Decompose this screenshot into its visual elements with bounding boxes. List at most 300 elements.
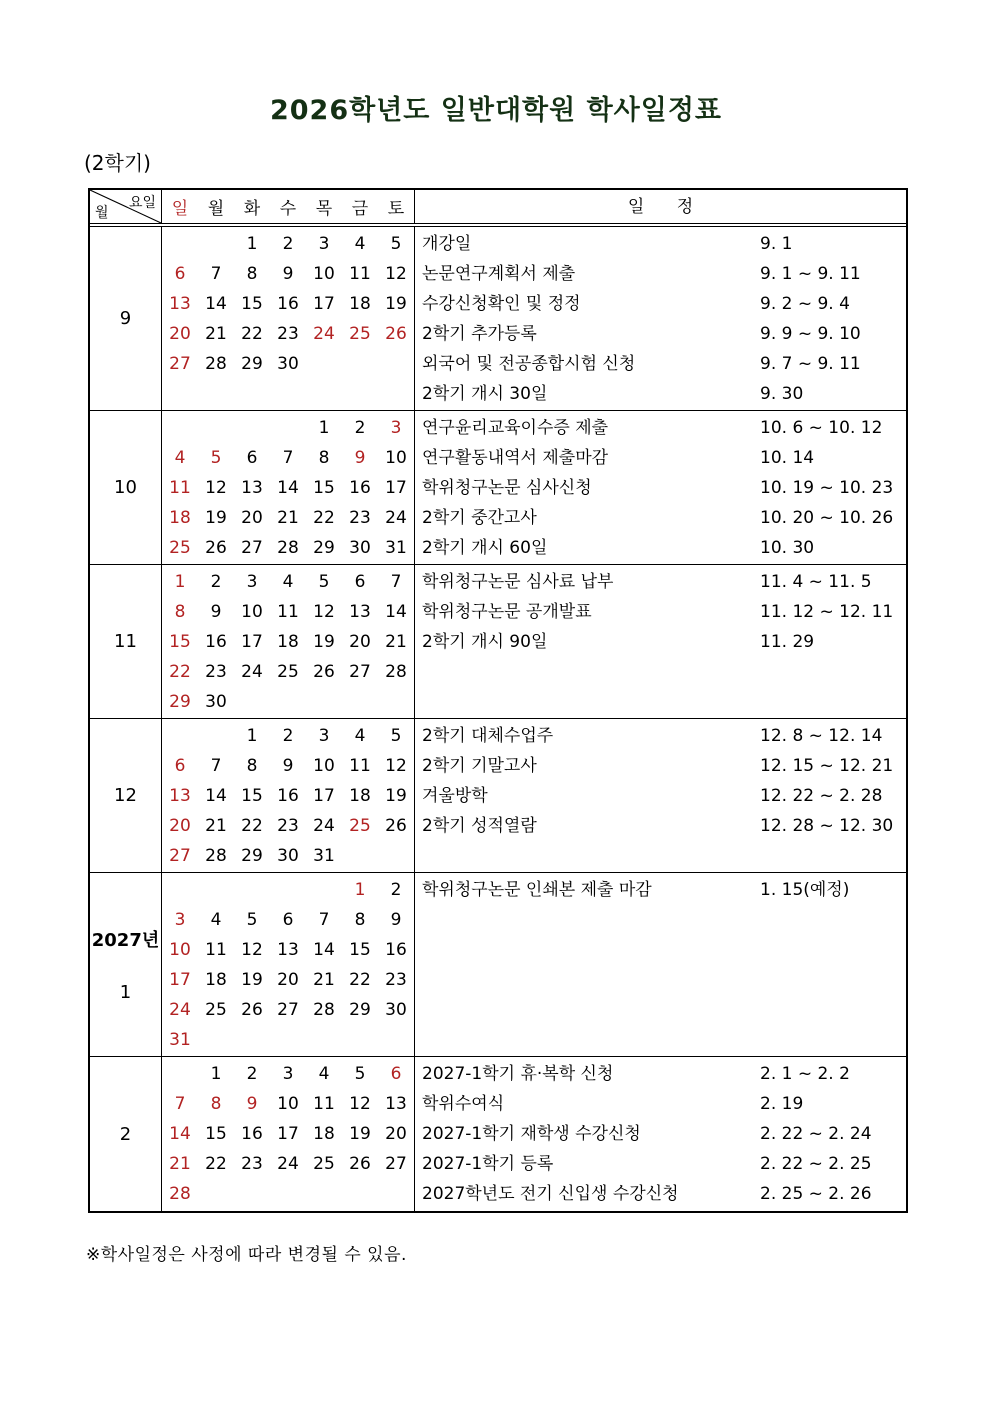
calendar-day: 21 [205,816,227,836]
calendar-day: 26 [349,1154,371,1174]
month-schedule-list [415,1057,906,1211]
calendar-day: 18 [349,786,371,806]
calendar-day: 25 [349,324,371,344]
calendar-day [342,1179,378,1209]
calendar-day: 31 [169,1030,191,1050]
calendar-week-row [162,319,414,349]
calendar-week-row [162,413,414,443]
calendar-day: 15 [313,478,335,498]
table-header-row [90,190,906,227]
calendar-day: 29 [169,692,191,712]
calendar-day: 7 [210,264,222,284]
calendar-day: 20 [169,324,191,344]
calendar-day: 7 [174,1094,186,1114]
calendar-day: 23 [241,1154,263,1174]
month-label: 11 [114,631,137,652]
calendar-day: 9 [210,602,222,622]
calendar-week-row [162,965,414,995]
calendar-day: 29 [313,538,335,558]
event-name: 학위수여식 [422,1094,505,1114]
calendar-day: 2 [390,880,402,900]
calendar-week-row [162,1059,414,1089]
schedule-event-row [415,229,906,259]
calendar-week-row [162,567,414,597]
calendar-day: 6 [390,1064,402,1084]
calendar-day [198,229,234,259]
month-schedule-list [415,411,906,564]
month-label-cell [90,565,162,718]
calendar-day: 12 [241,940,263,960]
calendar-day: 30 [385,1000,407,1020]
calendar-day: 9 [282,264,294,284]
calendar-day: 27 [349,662,371,682]
calendar-day: 30 [277,354,299,374]
calendar-day: 5 [354,1064,366,1084]
calendar-day [306,349,342,379]
calendar-day: 5 [210,448,222,468]
month-label: 9 [119,308,132,329]
calendar-week-row [162,259,414,289]
calendar-day: 16 [349,478,371,498]
event-date: 2. 25 ~ 2. 26 [760,1184,872,1204]
calendar-week-row [162,229,414,259]
month-schedule-list [415,227,906,410]
event-date: 9. 7 ~ 9. 11 [760,354,861,374]
calendar-day: 14 [313,940,335,960]
calendar-day: 26 [385,816,407,836]
calendar-day: 22 [313,508,335,528]
weekday-sun: 일 [171,199,189,219]
event-name: 연구활동내역서 제출마감 [422,448,609,468]
calendar-day: 20 [169,816,191,836]
calendar-day: 22 [241,816,263,836]
calendar-day [378,349,414,379]
month-label-cell [90,719,162,872]
calendar-day: 3 [174,910,186,930]
calendar-day: 25 [277,662,299,682]
calendar-week-row [162,533,414,563]
calendar-day: 18 [169,508,191,528]
calendar-week-row [162,597,414,627]
calendar-day: 13 [385,1094,407,1114]
event-date: 11. 12 ~ 12. 11 [760,602,894,622]
calendar-day [198,1025,234,1055]
calendar-day [306,875,342,905]
calendar-day: 24 [277,1154,299,1174]
schedule-event-row [415,567,906,597]
calendar-day: 1 [318,418,330,438]
calendar-day [162,1059,198,1089]
calendar-day: 13 [349,602,371,622]
month-section-row [90,719,906,873]
calendar-day: 19 [385,294,407,314]
schedule-event-row [415,1059,906,1089]
calendar-day [270,413,306,443]
calendar-day: 21 [169,1154,191,1174]
calendar-day: 4 [354,234,366,254]
calendar-week-row [162,1089,414,1119]
calendar-week-row [162,687,414,717]
calendar-day: 21 [277,508,299,528]
event-name: 학위청구논문 인쇄본 제출 마감 [422,880,652,900]
event-date: 10. 19 ~ 10. 23 [760,478,894,498]
calendar-day: 10 [169,940,191,960]
calendar-day: 29 [241,354,263,374]
month-label: 1 [119,982,132,1003]
calendar-day: 16 [277,786,299,806]
calendar-day: 16 [205,632,227,652]
calendar-week-row [162,443,414,473]
schedule-event-row [415,319,906,349]
calendar-day: 3 [318,726,330,746]
calendar-day: 6 [354,572,366,592]
calendar-day: 23 [349,508,371,528]
schedule-event-row [415,1119,906,1149]
schedule-event-row [415,1179,906,1209]
calendar-day: 27 [241,538,263,558]
weekday-fri: 금 [351,199,369,219]
calendar-day: 18 [277,632,299,652]
calendar-day: 3 [282,1064,294,1084]
calendar-day: 19 [205,508,227,528]
calendar-day [198,1179,234,1209]
calendar-day: 4 [318,1064,330,1084]
calendar-day: 17 [313,786,335,806]
calendar-day: 8 [354,910,366,930]
calendar-day: 2 [210,572,222,592]
semester-label: (2학기) [84,151,151,175]
calendar-day [234,875,270,905]
event-date: 9. 9 ~ 9. 10 [760,324,861,344]
calendar-day: 4 [174,448,186,468]
month-calendar-grid [162,719,415,872]
calendar-day: 23 [205,662,227,682]
calendar-day: 7 [390,572,402,592]
calendar-day: 18 [313,1124,335,1144]
calendar-day: 30 [277,846,299,866]
calendar-day: 5 [246,910,258,930]
schedule-event-row [415,289,906,319]
calendar-day [342,687,378,717]
calendar-day: 14 [169,1124,191,1144]
academic-calendar-table [88,188,908,1213]
calendar-day: 15 [169,632,191,652]
calendar-day [342,349,378,379]
event-date: 2. 1 ~ 2. 2 [760,1064,850,1084]
event-date: 2. 22 ~ 2. 24 [760,1124,872,1144]
calendar-day: 28 [205,846,227,866]
calendar-day: 15 [349,940,371,960]
calendar-day [378,841,414,871]
calendar-week-row [162,349,414,379]
calendar-day [234,1025,270,1055]
event-name: 학위청구논문 심사료 납부 [422,572,614,592]
schedule-event-row [415,503,906,533]
event-date: 9. 2 ~ 9. 4 [760,294,850,314]
calendar-day: 19 [349,1124,371,1144]
calendar-day: 2 [282,234,294,254]
calendar-day: 12 [385,264,407,284]
calendar-day: 7 [282,448,294,468]
schedule-event-row [415,349,906,379]
month-calendar-grid [162,1057,415,1211]
event-date: 2. 22 ~ 2. 25 [760,1154,872,1174]
calendar-day [162,875,198,905]
calendar-day: 28 [169,1184,191,1204]
event-name: 외국어 및 전공종합시험 신청 [422,354,636,374]
event-name: 2027-1학기 휴·복학 신청 [422,1064,614,1084]
weekday-header [162,190,415,223]
event-name: 2학기 추가등록 [422,324,537,344]
calendar-day: 14 [205,294,227,314]
calendar-day: 20 [241,508,263,528]
event-date: 10. 14 [760,448,815,468]
calendar-day: 21 [313,970,335,990]
event-date: 2. 19 [760,1094,804,1114]
weekday-wed: 수 [279,199,297,219]
calendar-day: 23 [277,324,299,344]
calendar-day: 3 [246,572,258,592]
month-section-row [90,1057,906,1211]
calendar-day [270,1179,306,1209]
calendar-day: 10 [385,448,407,468]
calendar-day: 10 [277,1094,299,1114]
calendar-day: 24 [169,1000,191,1020]
month-calendar-grid [162,565,415,718]
calendar-day: 4 [354,726,366,746]
calendar-day: 5 [390,726,402,746]
month-label: 12 [114,785,137,806]
calendar-day [270,687,306,717]
calendar-day: 1 [174,572,186,592]
calendar-day: 19 [241,970,263,990]
calendar-day: 13 [169,786,191,806]
calendar-day: 16 [385,940,407,960]
month-section-row [90,411,906,565]
calendar-day: 1 [354,880,366,900]
calendar-day [162,229,198,259]
month-label-cell [90,873,162,1056]
calendar-day [306,687,342,717]
calendar-day: 9 [246,1094,258,1114]
calendar-day: 2 [282,726,294,746]
schedule-event-row [415,627,906,657]
schedule-event-row [415,811,906,841]
calendar-week-row [162,935,414,965]
event-name: 논문연구계획서 제출 [422,264,576,284]
event-name: 2학기 기말고사 [422,756,537,776]
calendar-day: 9 [354,448,366,468]
month-section-row [90,873,906,1057]
event-date: 10. 30 [760,538,815,558]
event-date: 10. 20 ~ 10. 26 [760,508,894,528]
calendar-day [342,841,378,871]
calendar-day: 22 [349,970,371,990]
weekday-mon: 월 [207,199,225,219]
event-name: 2학기 중간고사 [422,508,537,528]
calendar-day: 19 [313,632,335,652]
schedule-event-row [415,1149,906,1179]
schedule-event-row [415,379,906,409]
calendar-day [198,413,234,443]
weekday-tue: 화 [243,199,261,219]
schedule-event-row [415,721,906,751]
calendar-day: 15 [241,786,263,806]
calendar-day: 20 [349,632,371,652]
calendar-day: 11 [277,602,299,622]
calendar-day: 22 [241,324,263,344]
calendar-day: 11 [313,1094,335,1114]
event-name: 2학기 개시 60일 [422,538,548,558]
calendar-day: 22 [205,1154,227,1174]
calendar-day: 1 [246,234,258,254]
calendar-day: 2 [354,418,366,438]
calendar-day: 25 [349,816,371,836]
month-label-cell [90,1057,162,1211]
weekday-thu: 목 [315,199,333,219]
calendar-day: 12 [349,1094,371,1114]
calendar-day: 19 [385,786,407,806]
calendar-day: 23 [385,970,407,990]
calendar-week-row [162,1149,414,1179]
calendar-day: 30 [205,692,227,712]
calendar-day: 12 [205,478,227,498]
calendar-day: 28 [313,1000,335,1020]
calendar-day: 7 [210,756,222,776]
event-date: 12. 22 ~ 2. 28 [760,786,883,806]
calendar-day [270,1025,306,1055]
calendar-day [378,1025,414,1055]
schedule-event-row [415,875,906,905]
calendar-day: 29 [241,846,263,866]
event-name: 연구윤리교육이수증 제출 [422,418,609,438]
calendar-day: 17 [241,632,263,652]
calendar-day: 9 [390,910,402,930]
month-label-cell [90,227,162,410]
calendar-day [234,1179,270,1209]
event-date: 9. 1 [760,234,793,254]
calendar-day: 25 [313,1154,335,1174]
calendar-day: 17 [277,1124,299,1144]
schedule-event-row [415,781,906,811]
calendar-day: 10 [313,756,335,776]
calendar-day: 12 [313,602,335,622]
calendar-week-row [162,1025,414,1055]
calendar-day: 17 [385,478,407,498]
calendar-day [198,721,234,751]
month-label: 2 [119,1123,132,1145]
calendar-day: 4 [282,572,294,592]
calendar-day: 26 [205,538,227,558]
event-date: 1. 15(예정) [760,880,850,900]
calendar-day: 1 [210,1064,222,1084]
event-date: 12. 28 ~ 12. 30 [760,816,894,836]
calendar-week-row [162,875,414,905]
calendar-week-row [162,751,414,781]
month-section-row [90,227,906,411]
schedule-event-row [415,259,906,289]
calendar-week-row [162,905,414,935]
calendar-day: 26 [385,324,407,344]
calendar-day [378,687,414,717]
calendar-day: 3 [318,234,330,254]
month-calendar-grid [162,227,415,410]
calendar-day [342,1025,378,1055]
calendar-day: 29 [349,1000,371,1020]
calendar-day: 26 [241,1000,263,1020]
calendar-day: 15 [241,294,263,314]
calendar-day: 8 [246,756,258,776]
corner-label-month: 월 [95,205,109,221]
month-calendar-grid [162,873,415,1056]
calendar-day: 6 [282,910,294,930]
calendar-day: 8 [246,264,258,284]
footnote: ※학사일정은 사정에 따라 변경될 수 있음. [86,1245,407,1265]
calendar-day: 6 [246,448,258,468]
schedule-event-row [415,533,906,563]
calendar-week-row [162,473,414,503]
event-date: 12. 15 ~ 12. 21 [760,756,894,776]
calendar-day: 6 [174,756,186,776]
calendar-day [198,875,234,905]
calendar-day: 16 [277,294,299,314]
calendar-body [90,227,906,1211]
calendar-day: 27 [277,1000,299,1020]
calendar-day: 27 [385,1154,407,1174]
event-name: 수강신청확인 및 정정 [422,294,581,314]
month-schedule-list [415,565,906,718]
calendar-day: 5 [390,234,402,254]
corner-cell-month-weekday [90,190,162,223]
calendar-day: 24 [313,324,335,344]
calendar-day [162,413,198,443]
month-schedule-list [415,719,906,872]
calendar-day: 25 [169,538,191,558]
calendar-day [306,1025,342,1055]
event-date: 11. 4 ~ 11. 5 [760,572,872,592]
calendar-week-row [162,1179,414,1209]
calendar-day: 10 [313,264,335,284]
calendar-day: 28 [385,662,407,682]
schedule-column-header: 일 정 [627,197,694,217]
calendar-day: 31 [385,538,407,558]
calendar-day: 11 [349,264,371,284]
calendar-day: 14 [205,786,227,806]
event-date: 12. 8 ~ 12. 14 [760,726,883,746]
schedule-event-row [415,443,906,473]
calendar-day: 24 [385,508,407,528]
calendar-day [306,1179,342,1209]
calendar-day: 28 [277,538,299,558]
event-name: 2027-1학기 등록 [422,1154,554,1174]
event-name: 개강일 [422,234,472,254]
calendar-day [234,687,270,717]
calendar-day: 18 [349,294,371,314]
calendar-day: 3 [390,418,402,438]
calendar-day [234,413,270,443]
calendar-day [270,875,306,905]
calendar-week-row [162,781,414,811]
calendar-day: 14 [277,478,299,498]
calendar-day: 20 [385,1124,407,1144]
calendar-day: 14 [385,602,407,622]
calendar-week-row [162,289,414,319]
calendar-day [378,1179,414,1209]
calendar-day: 11 [205,940,227,960]
event-name: 학위청구논문 심사신청 [422,478,592,498]
calendar-day [162,721,198,751]
calendar-day: 13 [277,940,299,960]
